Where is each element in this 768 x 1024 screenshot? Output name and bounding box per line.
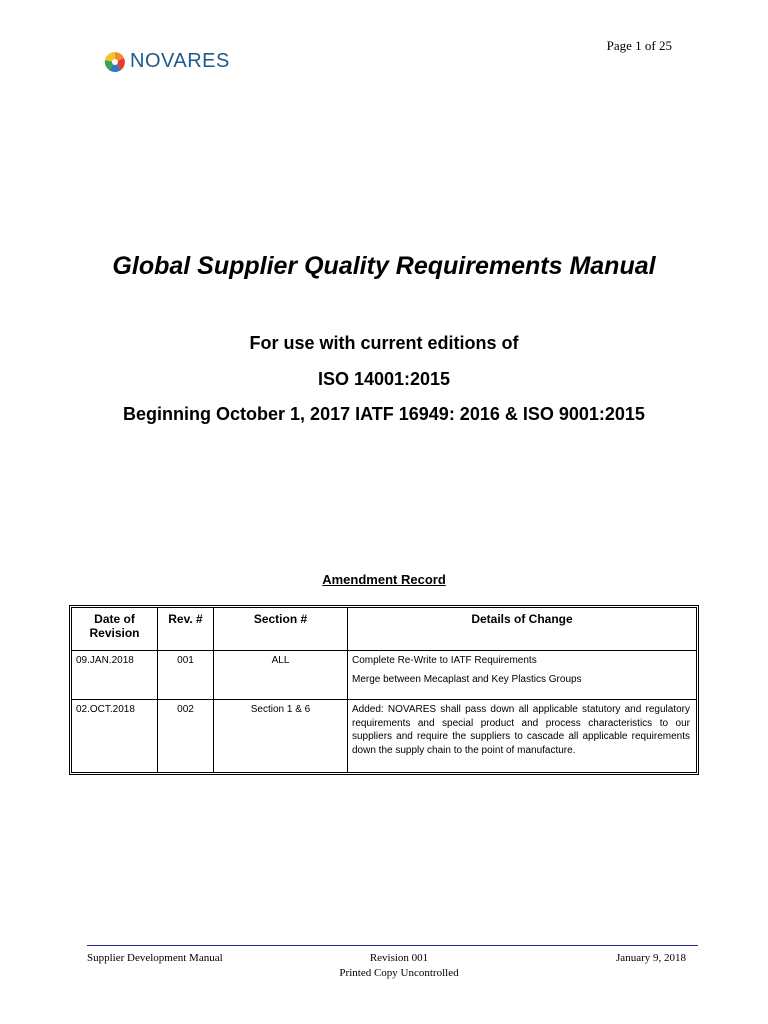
cell-date: 02.OCT.2018 (72, 700, 158, 773)
logo-text: NOVARES (130, 50, 230, 72)
document-title: Global Supplier Quality Requirements Manual (112, 252, 656, 280)
company-logo (104, 50, 230, 73)
subtitle-line-3: Beginning October 1, 2017 IATF 16949: 2016 & ISO 9001:2015 (123, 404, 645, 424)
footer-revision: Revision 001 (369, 952, 429, 964)
cell-date: 09.JAN.2018 (72, 651, 158, 700)
cell-rev: 002 (158, 700, 214, 773)
column-header-details: Details of Change (348, 608, 697, 651)
column-header-date: Date of Revision (72, 608, 158, 651)
details-line: Added: NOVARES shall pass down all applicable statutory and regulatory requirements and special product and process characteristics to our suppliers and require the suppliers to cascade all applicable requirements down the supply chain to the point of manufacture. (352, 704, 690, 756)
cell-section: Section 1 & 6 (214, 700, 348, 773)
table-row (72, 651, 697, 700)
amendment-table (69, 605, 699, 775)
subtitle-line-2: ISO 14001:2015 (317, 369, 451, 389)
cell-section: ALL (214, 651, 348, 700)
footer-copy-status: Printed Copy Uncontrolled (339, 967, 459, 979)
cell-details (348, 700, 697, 773)
details-line: Complete Re-Write to IATF Requirements (352, 655, 537, 666)
table-header-row (72, 608, 697, 651)
details-line: Merge between Mecaplast and Key Plastics Groups (352, 673, 582, 685)
cell-rev: 001 (158, 651, 214, 700)
novares-logo-icon (104, 51, 126, 73)
table-row (72, 700, 697, 773)
footer-date: January 9, 2018 (616, 952, 686, 964)
footer-document-name: Supplier Development Manual (87, 952, 223, 964)
column-header-section: Section # (214, 608, 348, 651)
footer-rule (87, 945, 698, 946)
page-number: Page 1 of 25 (606, 38, 672, 53)
subtitle-line-1: For use with current editions of (249, 333, 519, 353)
cell-details (348, 651, 697, 700)
column-header-rev: Rev. # (158, 608, 214, 651)
amendment-record-heading: Amendment Record (322, 572, 446, 587)
